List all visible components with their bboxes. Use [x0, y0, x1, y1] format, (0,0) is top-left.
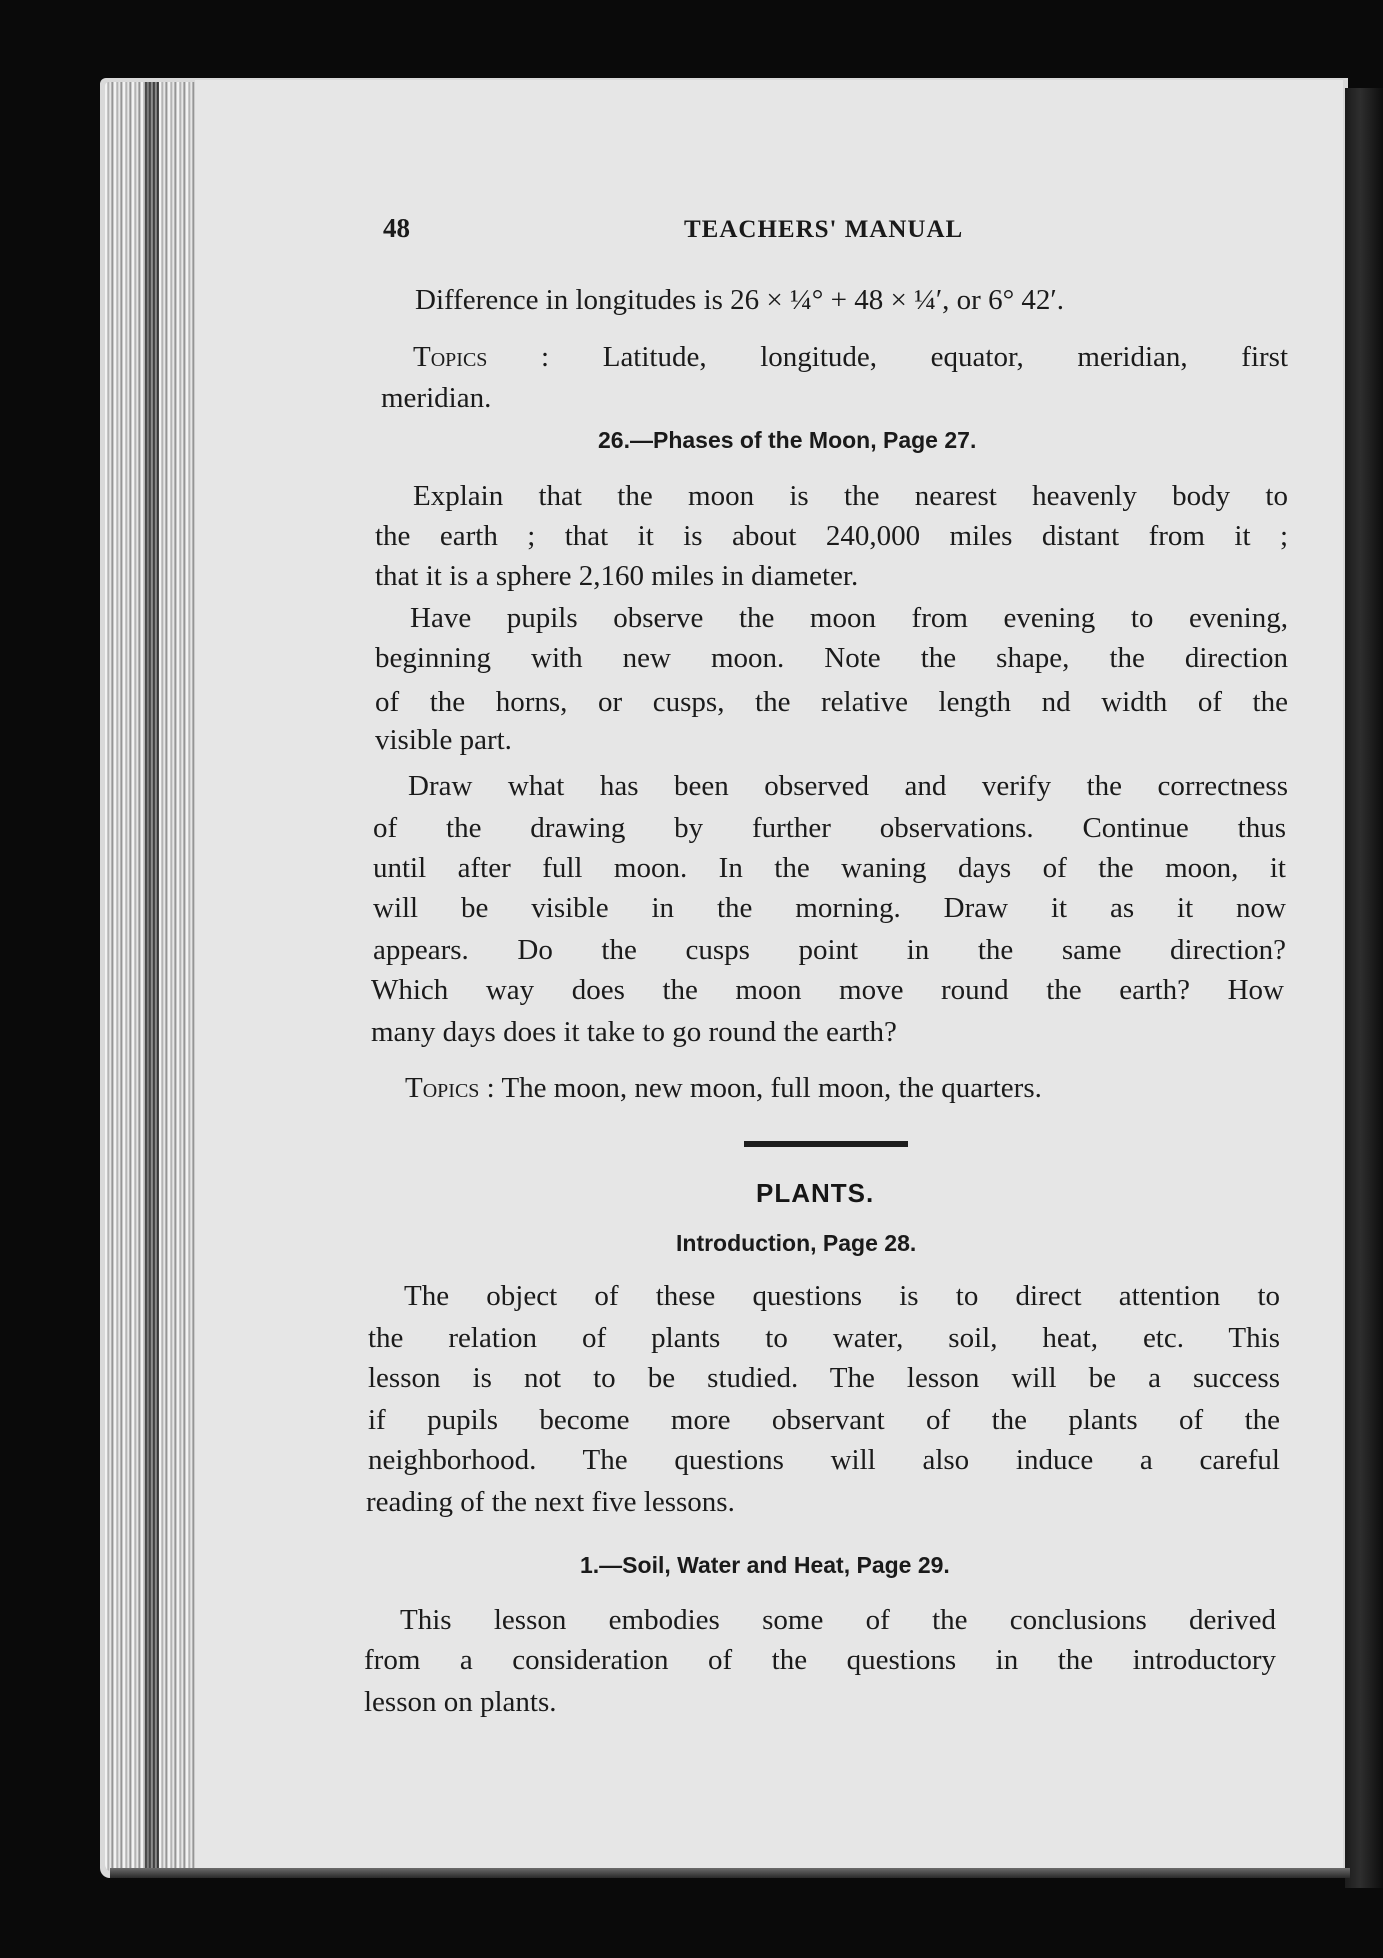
introduction-heading: Introduction, Page 28. [676, 1230, 917, 1256]
paragraph-line: of the horns, or cusps, the relative length nd width of the [375, 686, 1288, 718]
topics-line-2: meridian. [381, 382, 492, 414]
section-divider [744, 1141, 908, 1147]
paragraph-line: will be visible in the morning. Draw it as it now [373, 892, 1286, 924]
book-bottom-edge [110, 1868, 1350, 1878]
paragraph-line: beginning with new moon. Note the shape, the direction [375, 642, 1288, 674]
topics-line [413, 337, 1288, 377]
topics-text: : Latitude, longitude, equator, meridian, first [487, 341, 1288, 373]
topics-line [405, 1068, 1285, 1108]
topics-text: : The moon, new moon, full moon, the quarters. [486, 1072, 1042, 1104]
paragraph-line: visible part. [375, 724, 512, 756]
paragraph-line: lesson on plants. [364, 1686, 557, 1718]
paragraph-line: until after full moon. In the waning days of the moon, it [373, 852, 1286, 884]
paragraph-line: from a consideration of the questions in the introductory [364, 1644, 1276, 1676]
lesson-26-heading: 26.—Phases of the Moon, Page 27. [598, 427, 977, 453]
topics-label: Topics [413, 341, 488, 373]
paragraph-line: of the drawing by further observations. Continue thus [373, 812, 1286, 844]
topics-label: Topics [405, 1072, 480, 1104]
paragraph-line: Have pupils observe the moon from evening to evening, [410, 602, 1288, 634]
paragraph-line: that it is a sphere 2,160 miles in diameter. [375, 560, 859, 592]
paragraph-line: Explain that the moon is the nearest heavenly body to [413, 480, 1288, 512]
paragraph-line: reading of the next five lessons. [366, 1486, 735, 1518]
page-edges [105, 82, 197, 1872]
paragraph-line: Which way does the moon move round the earth? How [371, 974, 1284, 1006]
paragraph-line: the relation of plants to water, soil, heat, etc. This [368, 1322, 1280, 1354]
section-title: PLANTS. [756, 1178, 875, 1208]
paragraph-line: This lesson embodies some of the conclusions derived [400, 1604, 1276, 1636]
paragraph-line: lesson is not to be studied. The lesson will be a success [368, 1362, 1280, 1394]
paragraph-line: The object of these questions is to direct attention to [404, 1280, 1280, 1312]
page-number: 48 [383, 213, 410, 243]
book-cover-edge [1345, 88, 1383, 1888]
paragraph-line: neighborhood. The questions will also induce a careful [368, 1444, 1280, 1476]
longitude-difference-line: Difference in longitudes is 26 × ¼° + 48 × ¼′, or 6° 42′. [415, 284, 1065, 316]
running-header: TEACHERS' MANUAL [684, 216, 964, 243]
paragraph-line: many days does it take to go round the earth? [371, 1016, 897, 1048]
paragraph-line: Draw what has been observed and verify the correctness [408, 770, 1288, 802]
paragraph-line: the earth ; that it is about 240,000 miles distant from it ; [375, 520, 1288, 552]
paragraph-line: appears. Do the cusps point in the same direction? [373, 934, 1286, 966]
paragraph-line: if pupils become more observant of the plants of the [368, 1404, 1280, 1436]
lesson-1-heading: 1.—Soil, Water and Heat, Page 29. [580, 1552, 950, 1578]
